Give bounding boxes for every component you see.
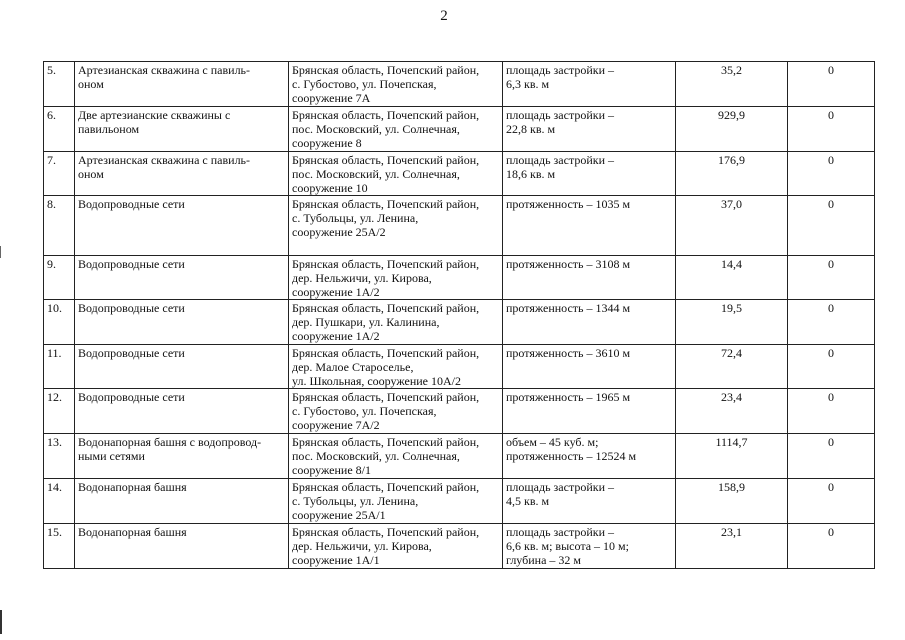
object-characteristics-line: площадь застройки –: [506, 525, 615, 539]
object-characteristics-line: 4,5 кв. м: [506, 494, 550, 508]
object-zero-value: 0: [788, 256, 875, 300]
object-characteristics: [503, 107, 676, 152]
object-address: [289, 524, 503, 569]
object-name-line: Водонапорная башня с водопровод-: [78, 435, 262, 449]
object-address: [289, 345, 503, 389]
object-name: [75, 345, 289, 389]
object-address-line: с. Тубольцы, ул. Ленина,: [292, 211, 419, 225]
row-number: 12.: [44, 389, 75, 434]
table-row: [44, 107, 875, 152]
object-address-line: сооружение 1А/2: [292, 285, 380, 299]
object-characteristics-line: 22,8 кв. м: [506, 122, 556, 136]
object-characteristics: [503, 196, 676, 256]
object-zero-value: 0: [788, 107, 875, 152]
object-address-line: пос. Московский, ул. Солнечная,: [292, 122, 460, 136]
object-name-line: павильоном: [78, 122, 140, 136]
object-characteristics-line: протяженность – 12524 м: [506, 449, 637, 463]
object-address-line: Брянская область, Почепский район,: [292, 346, 480, 360]
object-name-line: Артезианская скважина с павиль-: [78, 63, 251, 77]
object-address-line: Брянская область, Почепский район,: [292, 63, 480, 77]
object-address-line: с. Тубольцы, ул. Ленина,: [292, 494, 419, 508]
object-name-line: оном: [78, 77, 104, 91]
object-value: 23,4: [676, 389, 788, 434]
object-characteristics-line: протяженность – 1035 м: [506, 197, 631, 211]
object-address-line: дер. Пушкари, ул. Калинина,: [292, 315, 440, 329]
page-number: 2: [440, 8, 448, 24]
object-characteristics: [503, 479, 676, 524]
object-address-line: сооружение 8: [292, 136, 362, 150]
scan-edge-mark: [0, 246, 1, 258]
object-name-line: Водонапорная башня: [78, 480, 187, 494]
row-number: 11.: [44, 345, 75, 389]
object-address-line: Брянская область, Почепский район,: [292, 480, 480, 494]
object-address-line: Брянская область, Почепский район,: [292, 197, 480, 211]
object-name: [75, 196, 289, 256]
object-name-line: Водонапорная башня: [78, 525, 187, 539]
object-name: [75, 524, 289, 569]
object-characteristics-line: 18,6 кв. м: [506, 167, 556, 181]
object-characteristics-line: протяженность – 1965 м: [506, 390, 631, 404]
table-row: [44, 524, 875, 569]
object-name: [75, 479, 289, 524]
object-value: 176,9: [676, 152, 788, 196]
object-value: 23,1: [676, 524, 788, 569]
table-row: [44, 256, 875, 300]
object-name-line: Водопроводные сети: [78, 390, 185, 404]
object-address-line: пос. Московский, ул. Солнечная,: [292, 167, 460, 181]
object-zero-value: 0: [788, 300, 875, 345]
object-zero-value: 0: [788, 62, 875, 107]
object-characteristics-line: протяженность – 3610 м: [506, 346, 631, 360]
object-zero-value: 0: [788, 389, 875, 434]
object-address: [289, 300, 503, 345]
object-name-line: ными сетями: [78, 449, 145, 463]
object-zero-value: 0: [788, 152, 875, 196]
object-value: 158,9: [676, 479, 788, 524]
object-name: [75, 152, 289, 196]
object-address-line: Брянская область, Почепский район,: [292, 257, 480, 271]
object-address-line: сооружение 7А: [292, 91, 371, 105]
object-address-line: Брянская область, Почепский район,: [292, 525, 480, 539]
object-value: 1114,7: [676, 434, 788, 479]
object-characteristics-line: площадь застройки –: [506, 63, 615, 77]
row-number: 10.: [44, 300, 75, 345]
table-row: [44, 345, 875, 389]
object-address: [289, 107, 503, 152]
object-address-line: сооружение 10: [292, 181, 368, 195]
object-zero-value: 0: [788, 524, 875, 569]
object-address: [289, 256, 503, 300]
object-zero-value: 0: [788, 196, 875, 256]
object-characteristics-line: площадь застройки –: [506, 153, 615, 167]
object-address: [289, 389, 503, 434]
scan-edge-mark: [0, 610, 2, 634]
object-characteristics-line: протяженность – 3108 м: [506, 257, 631, 271]
row-number: 5.: [44, 62, 75, 107]
object-characteristics: [503, 389, 676, 434]
object-characteristics-line: площадь застройки –: [506, 480, 615, 494]
object-address-line: сооружение 25А/2: [292, 225, 386, 239]
row-number: 15.: [44, 524, 75, 569]
object-address-line: сооружение 1А/1: [292, 553, 380, 567]
object-name-line: Водопроводные сети: [78, 346, 185, 360]
row-number: 6.: [44, 107, 75, 152]
object-name: [75, 389, 289, 434]
object-value: 929,9: [676, 107, 788, 152]
object-name-line: Две артезианские скважины с: [78, 108, 231, 122]
object-characteristics: [503, 524, 676, 569]
object-name: [75, 300, 289, 345]
object-address: [289, 152, 503, 196]
property-registry-table: [43, 61, 875, 569]
object-value: 37,0: [676, 196, 788, 256]
object-value: 19,5: [676, 300, 788, 345]
object-characteristics: [503, 62, 676, 107]
object-address-line: сооружение 7А/2: [292, 418, 380, 432]
object-characteristics-line: глубина – 32 м: [506, 553, 582, 567]
table-row: [44, 196, 875, 256]
object-name-line: Водопроводные сети: [78, 197, 185, 211]
table-row: [44, 152, 875, 196]
row-number: 13.: [44, 434, 75, 479]
object-characteristics: [503, 300, 676, 345]
object-address-line: сооружение 25А/1: [292, 508, 386, 522]
object-name-line: Водопроводные сети: [78, 301, 185, 315]
object-characteristics: [503, 256, 676, 300]
object-address: [289, 479, 503, 524]
object-zero-value: 0: [788, 479, 875, 524]
object-value: 72,4: [676, 345, 788, 389]
object-characteristics: [503, 434, 676, 479]
object-address-line: Брянская область, Почепский район,: [292, 301, 480, 315]
table-row: [44, 389, 875, 434]
object-address-line: дер. Нельжичи, ул. Кирова,: [292, 539, 432, 553]
row-number: 9.: [44, 256, 75, 300]
object-characteristics-line: площадь застройки –: [506, 108, 615, 122]
object-characteristics-line: 6,6 кв. м; высота – 10 м;: [506, 539, 629, 553]
object-zero-value: 0: [788, 434, 875, 479]
row-number: 14.: [44, 479, 75, 524]
object-address-line: сооружение 1А/2: [292, 329, 380, 343]
object-characteristics-line: объем – 45 куб. м;: [506, 435, 599, 449]
object-address: [289, 196, 503, 256]
row-number: 7.: [44, 152, 75, 196]
object-address-line: с. Губостово, ул. Почепская,: [292, 77, 437, 91]
object-address-line: дер. Малое Староселье,: [292, 360, 414, 374]
row-number: 8.: [44, 196, 75, 256]
object-name: [75, 62, 289, 107]
object-address-line: пос. Московский, ул. Солнечная,: [292, 449, 460, 463]
table-row: [44, 62, 875, 107]
object-value: 35,2: [676, 62, 788, 107]
object-zero-value: 0: [788, 345, 875, 389]
object-characteristics: [503, 345, 676, 389]
object-address-line: с. Губостово, ул. Почепская,: [292, 404, 437, 418]
table-row: [44, 479, 875, 524]
object-name-line: оном: [78, 167, 104, 181]
object-address: [289, 62, 503, 107]
object-name: [75, 107, 289, 152]
object-name-line: Артезианская скважина с павиль-: [78, 153, 251, 167]
object-name: [75, 434, 289, 479]
object-name-line: Водопроводные сети: [78, 257, 185, 271]
object-value: 14,4: [676, 256, 788, 300]
object-address-line: Брянская область, Почепский район,: [292, 435, 480, 449]
object-address-line: сооружение 8/1: [292, 463, 371, 477]
object-characteristics-line: 6,3 кв. м: [506, 77, 550, 91]
object-address-line: дер. Нельжичи, ул. Кирова,: [292, 271, 432, 285]
object-address-line: Брянская область, Почепский район,: [292, 153, 480, 167]
object-characteristics: [503, 152, 676, 196]
object-address: [289, 434, 503, 479]
object-address-line: Брянская область, Почепский район,: [292, 390, 480, 404]
table-row: [44, 300, 875, 345]
object-name: [75, 256, 289, 300]
object-characteristics-line: протяженность – 1344 м: [506, 301, 631, 315]
object-address-line: ул. Школьная, сооружение 10А/2: [292, 374, 461, 388]
object-address-line: Брянская область, Почепский район,: [292, 108, 480, 122]
table-row: [44, 434, 875, 479]
